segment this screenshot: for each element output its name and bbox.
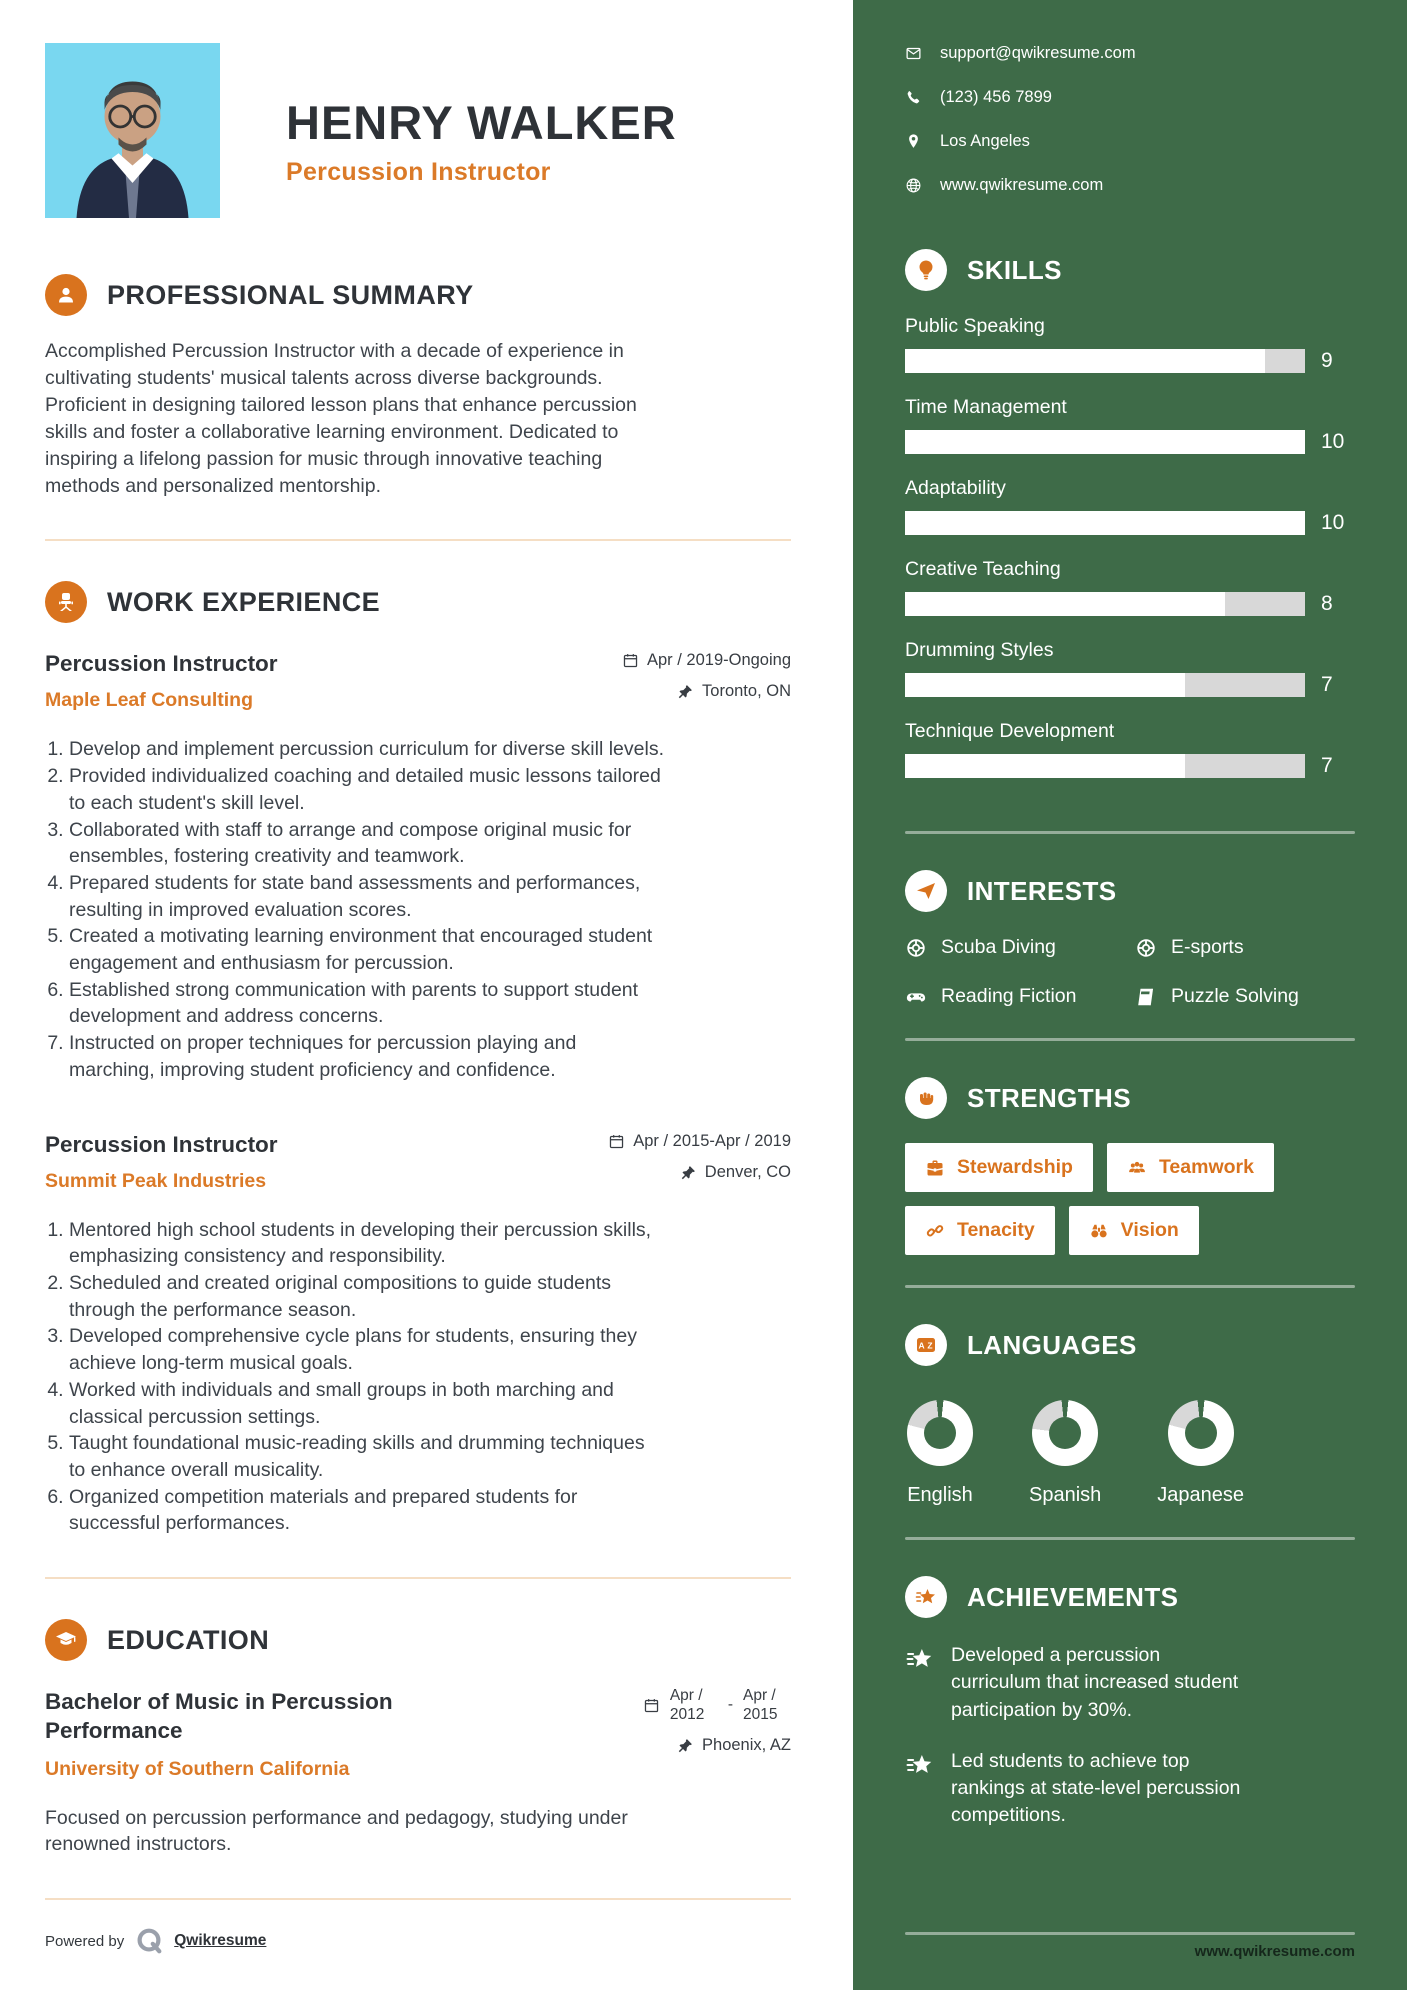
job-bullet: 4. Worked with individuals and small groups in both marching and classical percussion settings. bbox=[69, 1377, 664, 1430]
star-icon bbox=[905, 1576, 947, 1618]
language-item bbox=[1029, 1400, 1101, 1507]
interest-label: E-sports bbox=[1171, 936, 1244, 958]
gamepad-icon bbox=[905, 986, 927, 1008]
education-school: University of Southern California bbox=[45, 1757, 350, 1780]
skill-bar-fill bbox=[905, 430, 1305, 454]
strength-chip bbox=[905, 1206, 1055, 1255]
identity-header bbox=[45, 43, 791, 218]
achievements-heading-row bbox=[905, 1576, 1355, 1618]
interest-item bbox=[1135, 936, 1355, 959]
interests-section bbox=[905, 870, 1355, 1008]
achievement-text: Led students to achieve top rankings at state-level percussion competitions. bbox=[951, 1749, 1241, 1827]
strength-label: Stewardship bbox=[957, 1156, 1073, 1178]
skill-bar bbox=[905, 430, 1305, 454]
skill-bar-row bbox=[905, 754, 1355, 778]
job-bullet-list bbox=[45, 736, 791, 1083]
skill-item bbox=[905, 558, 1355, 616]
achievement-text: Developed a percussion curriculum that increased student participation by 30%. bbox=[951, 1644, 1239, 1721]
skill-bar bbox=[905, 349, 1305, 373]
education-date-start: Apr / 2012 bbox=[669, 1687, 705, 1723]
office-chair-icon bbox=[45, 581, 87, 623]
skill-item bbox=[905, 720, 1355, 778]
person-title: Percussion Instructor bbox=[286, 158, 551, 186]
left-footer bbox=[45, 1858, 791, 1956]
interest-item bbox=[905, 936, 1125, 959]
skills-heading-row bbox=[905, 249, 1355, 291]
lifebuoy-icon bbox=[905, 937, 927, 959]
education-entry bbox=[45, 1687, 791, 1858]
contact-website[interactable] bbox=[905, 176, 1355, 195]
language-donut-chart bbox=[907, 1400, 973, 1466]
skill-item bbox=[905, 396, 1355, 454]
qwikresume-logo-icon bbox=[134, 1926, 164, 1956]
skill-item bbox=[905, 639, 1355, 697]
languages-heading-row bbox=[905, 1324, 1355, 1366]
skill-item bbox=[905, 477, 1355, 535]
job-bullet: 1. Mentored high school students in developing their percussion skills, emphasizing consistency and responsibility. bbox=[69, 1217, 664, 1270]
map-pin-icon bbox=[905, 133, 922, 150]
job-bullet: 5. Taught foundational music-reading skills and drumming techniques to enhance overall musicality. bbox=[69, 1430, 664, 1483]
contact-phone[interactable] bbox=[905, 88, 1355, 107]
skill-value: 10 bbox=[1321, 430, 1345, 453]
education-header bbox=[45, 1687, 791, 1781]
strengths-heading-row bbox=[905, 1077, 1355, 1119]
skill-label: Adaptability bbox=[905, 477, 1006, 499]
svg-text:A: A bbox=[918, 1340, 925, 1351]
sidebar-divider bbox=[905, 1932, 1355, 1935]
work-heading-row bbox=[45, 581, 791, 623]
skill-value: 7 bbox=[1321, 754, 1333, 777]
fist-icon bbox=[905, 1077, 947, 1119]
skill-bar bbox=[905, 592, 1305, 616]
job-title: Percussion Instructor bbox=[45, 1131, 278, 1157]
strength-chip-list bbox=[905, 1143, 1355, 1255]
education-location-row bbox=[643, 1736, 791, 1755]
calendar-icon bbox=[643, 1697, 660, 1714]
achievements-section bbox=[905, 1576, 1355, 1854]
skill-value: 7 bbox=[1321, 673, 1333, 696]
achievement-item bbox=[905, 1748, 1355, 1830]
interest-item bbox=[905, 985, 1125, 1008]
job-header bbox=[45, 651, 791, 712]
job-bullet: 2. Scheduled and created original compositions to guide students through the performance season. bbox=[69, 1270, 664, 1323]
interests-heading-row bbox=[905, 870, 1355, 912]
job-meta bbox=[608, 1132, 791, 1182]
identity-text bbox=[286, 43, 677, 187]
job-meta bbox=[622, 651, 791, 701]
education-date-end: Apr / 2015 bbox=[743, 1687, 778, 1723]
language-item bbox=[907, 1400, 973, 1507]
language-name: English bbox=[907, 1484, 973, 1506]
job-bullet: 3. Developed comprehensive cycle plans for students, ensuring they achieve long-term musical goals. bbox=[69, 1323, 664, 1376]
skill-bar-fill bbox=[905, 349, 1265, 373]
achievements-heading: ACHIEVEMENTS bbox=[967, 1581, 1179, 1612]
education-location: Phoenix, AZ bbox=[702, 1736, 791, 1755]
pushpin-icon bbox=[680, 1164, 697, 1181]
section-divider bbox=[45, 1577, 791, 1579]
skill-bar-fill bbox=[905, 592, 1225, 616]
job-bullet-list bbox=[45, 1217, 791, 1537]
briefcase-icon bbox=[925, 1158, 945, 1178]
language-item bbox=[1157, 1400, 1244, 1507]
sidebar-divider bbox=[905, 1285, 1355, 1288]
education-description: Focused on percussion performance and pedagogy, studying under renowned instructors. bbox=[45, 1806, 628, 1856]
languages-heading: LANGUAGES bbox=[967, 1329, 1137, 1360]
calendar-icon bbox=[608, 1133, 625, 1150]
strength-chip bbox=[905, 1143, 1093, 1192]
person-icon bbox=[45, 274, 87, 316]
job-dates: Apr / 2015-Apr / 2019 bbox=[633, 1131, 791, 1150]
skill-label: Technique Development bbox=[905, 720, 1115, 742]
contact-list bbox=[905, 44, 1355, 195]
summary-section bbox=[45, 274, 791, 499]
translate-icon bbox=[905, 1324, 947, 1366]
skill-bar bbox=[905, 754, 1305, 778]
contact-location-text: Los Angeles bbox=[940, 132, 1030, 150]
skill-value: 10 bbox=[1321, 511, 1345, 534]
book-icon bbox=[1135, 986, 1157, 1008]
skill-bar-row bbox=[905, 673, 1355, 697]
contact-website-text: www.qwikresume.com bbox=[940, 176, 1104, 194]
svg-text:Z: Z bbox=[927, 1340, 933, 1351]
language-name: Spanish bbox=[1029, 1484, 1102, 1506]
job-dates-row bbox=[622, 651, 791, 670]
binoculars-icon bbox=[1089, 1221, 1109, 1241]
work-heading: WORK EXPERIENCE bbox=[107, 586, 381, 617]
job-dates: Apr / 2019-Ongoing bbox=[646, 651, 791, 670]
skill-label: Time Management bbox=[905, 396, 1067, 418]
sidebar-website-link[interactable]: www.qwikresume.com bbox=[1194, 1943, 1355, 1960]
phone-icon bbox=[905, 89, 922, 106]
powered-by-label: Powered by bbox=[45, 1932, 125, 1950]
pushpin-icon bbox=[677, 683, 694, 700]
job-location: Denver, CO bbox=[704, 1162, 791, 1181]
job-bullet: 3. Collaborated with staff to arrange and compose original music for ensembles, fostering creativity and teamwork. bbox=[69, 817, 664, 870]
summary-text: Accomplished Percussion Instructor with a decade of experience in cultivating students' musical talents across diverse backgrounds. Proficient in designing tailored lesson plans that enhance percussion skills and foster a collaborative learning environment. Dedicated to inspiring a lifelong passion for music through innovative teaching methods and personalized mentorship. bbox=[45, 340, 637, 497]
job-location: Toronto, ON bbox=[702, 682, 791, 701]
skill-label: Drumming Styles bbox=[905, 639, 1054, 661]
users-icon bbox=[1127, 1158, 1147, 1178]
skill-value: 8 bbox=[1321, 592, 1333, 615]
job-bullet: 4. Prepared students for state band assessments and performances, resulting in improved evaluation scores. bbox=[69, 870, 664, 923]
interest-label: Reading Fiction bbox=[941, 985, 1077, 1007]
job-location-row bbox=[622, 682, 791, 701]
education-heading: EDUCATION bbox=[107, 1624, 270, 1655]
work-experience-section bbox=[45, 581, 791, 1537]
strengths-section bbox=[905, 1077, 1355, 1255]
summary-heading: PROFESSIONAL SUMMARY bbox=[107, 279, 474, 310]
profile-photo-illustration bbox=[45, 43, 220, 218]
envelope-icon bbox=[905, 45, 922, 62]
skill-bar-fill bbox=[905, 673, 1185, 697]
job-location-row bbox=[608, 1163, 791, 1182]
education-degree: Bachelor of Music in Percussion Performance bbox=[45, 1689, 393, 1744]
skill-bar-fill bbox=[905, 754, 1185, 778]
globe-icon bbox=[905, 177, 922, 194]
strengths-heading: STRENGTHS bbox=[967, 1082, 1131, 1113]
calendar-icon bbox=[622, 652, 639, 669]
pushpin-icon bbox=[677, 1737, 694, 1754]
contact-location bbox=[905, 132, 1355, 151]
language-donut-chart bbox=[1032, 1400, 1098, 1466]
skill-bar-row bbox=[905, 592, 1355, 616]
chain-link-icon bbox=[925, 1221, 945, 1241]
job-title-company bbox=[45, 651, 278, 712]
interest-grid bbox=[905, 936, 1355, 1008]
interest-label: Scuba Diving bbox=[941, 936, 1056, 958]
strength-label: Teamwork bbox=[1158, 1156, 1254, 1178]
sidebar-divider bbox=[905, 831, 1355, 834]
skill-label: Public Speaking bbox=[905, 315, 1045, 337]
job-title: Percussion Instructor bbox=[45, 651, 278, 677]
sidebar-footer bbox=[905, 1902, 1355, 1960]
powered-by-row bbox=[45, 1926, 791, 1956]
job-bullet: 6. Organized competition materials and prepared students for successful performances. bbox=[69, 1484, 664, 1537]
shooting-star-icon bbox=[905, 1644, 935, 1674]
skills-heading: SKILLS bbox=[967, 254, 1062, 285]
contact-phone-text: (123) 456 7899 bbox=[940, 88, 1052, 106]
shooting-star-icon bbox=[905, 1750, 935, 1780]
strength-chip bbox=[1069, 1206, 1199, 1255]
job-dates-row bbox=[608, 1132, 791, 1151]
interest-item bbox=[1135, 985, 1355, 1008]
job-company: Summit Peak Industries bbox=[45, 1169, 267, 1192]
summary-heading-row bbox=[45, 274, 791, 316]
contact-email-text: support@qwikresume.com bbox=[940, 44, 1136, 62]
skills-section bbox=[905, 249, 1355, 801]
achievement-item bbox=[905, 1642, 1355, 1724]
job-entry bbox=[45, 1132, 791, 1537]
job-bullet: 6. Established strong communication with parents to support student development and address concerns. bbox=[69, 977, 664, 1030]
interest-label: Puzzle Solving bbox=[1171, 985, 1299, 1007]
contact-email[interactable] bbox=[905, 44, 1355, 63]
education-meta bbox=[643, 1687, 791, 1755]
skill-bar bbox=[905, 511, 1305, 535]
education-dates-row bbox=[643, 1687, 791, 1724]
job-title-company bbox=[45, 1132, 278, 1193]
job-bullet: 1. Develop and implement percussion curriculum for diverse skill levels. bbox=[69, 736, 664, 763]
strength-chip bbox=[1107, 1143, 1274, 1192]
languages-section bbox=[905, 1324, 1355, 1507]
graduation-cap-icon bbox=[45, 1619, 87, 1661]
job-header bbox=[45, 1132, 791, 1193]
skill-bar-row bbox=[905, 349, 1355, 373]
footer-divider bbox=[45, 1898, 791, 1900]
education-section bbox=[45, 1619, 791, 1858]
education-title-school bbox=[45, 1687, 465, 1781]
skill-item bbox=[905, 315, 1355, 373]
person-name: HENRY WALKER bbox=[286, 96, 677, 149]
skill-label: Creative Teaching bbox=[905, 558, 1061, 580]
interests-heading: INTERESTS bbox=[967, 875, 1117, 906]
profile-photo bbox=[45, 43, 220, 218]
job-company: Maple Leaf Consulting bbox=[45, 689, 254, 712]
section-divider bbox=[45, 539, 791, 541]
sidebar-divider bbox=[905, 1537, 1355, 1540]
education-date-separator: - bbox=[727, 1696, 733, 1714]
qwikresume-link[interactable]: Qwikresume bbox=[174, 1932, 267, 1950]
education-heading-row bbox=[45, 1619, 791, 1661]
skill-bar-row bbox=[905, 511, 1355, 535]
paper-plane-icon bbox=[905, 870, 947, 912]
lightbulb-icon bbox=[905, 249, 947, 291]
job-bullet: 7. Instructed on proper techniques for percussion playing and marching, improving student proficiency and confidence. bbox=[69, 1030, 664, 1083]
language-name: Japanese bbox=[1157, 1484, 1245, 1506]
sidebar bbox=[853, 0, 1407, 1990]
job-bullet: 5. Created a motivating learning environment that encouraged student engagement and enthusiasm for percussion. bbox=[69, 923, 664, 976]
sidebar-divider bbox=[905, 1038, 1355, 1041]
skill-bar bbox=[905, 673, 1305, 697]
lifebuoy-icon bbox=[1135, 937, 1157, 959]
job-entry bbox=[45, 651, 791, 1083]
strength-label: Vision bbox=[1120, 1219, 1179, 1241]
skill-bar-row bbox=[905, 430, 1355, 454]
language-donut-chart bbox=[1168, 1400, 1234, 1466]
job-bullet: 2. Provided individualized coaching and detailed music lessons tailored to each student's skill level. bbox=[69, 763, 664, 816]
skill-value: 9 bbox=[1321, 349, 1333, 372]
skill-bar-fill bbox=[905, 511, 1305, 535]
strength-label: Tenacity bbox=[957, 1219, 1035, 1241]
language-list bbox=[905, 1390, 1355, 1507]
